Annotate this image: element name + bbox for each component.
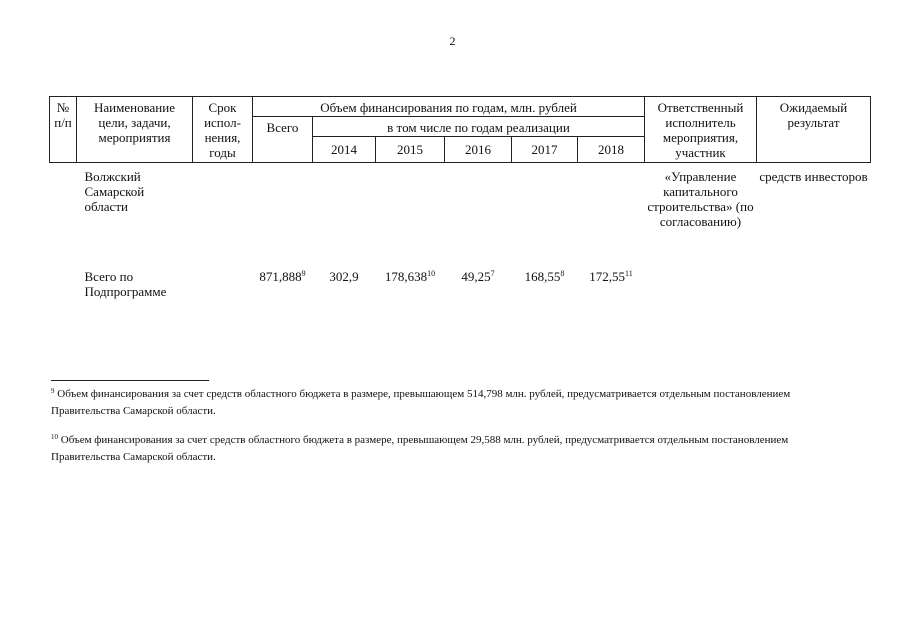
total-2016-text: 49,25 xyxy=(461,269,491,284)
header-year-2016: 2016 xyxy=(445,137,512,163)
row-name: Волжский Самарской области xyxy=(84,169,145,214)
total-value-text: 871,888 xyxy=(259,269,302,284)
footnote-mark: 9 xyxy=(51,387,55,395)
row-total-cell xyxy=(253,163,313,262)
table-row-total xyxy=(50,261,871,309)
row-responsible: «Управление капитального строительства» (по согласованию) xyxy=(647,169,754,229)
page-number: 2 xyxy=(449,34,456,48)
table-row xyxy=(50,163,871,262)
row-term-cell xyxy=(193,163,253,262)
footnote-text: Объем финансирования за счет средств областного бюджета в размере, превышающем 514,798 млн. рублей, предусматривается отдельным постановлением Правительства Самарской области. xyxy=(51,388,791,417)
total-2016 xyxy=(445,261,512,309)
footnote-ref-9: 9 xyxy=(301,269,306,278)
total-num-cell xyxy=(50,261,77,309)
header-term: Срок испол-нения, годы xyxy=(193,97,253,163)
total-row-name: Всего по Подпрограмме xyxy=(84,269,167,299)
footnote-10 xyxy=(51,432,857,466)
header-year-2015: 2015 xyxy=(376,137,445,163)
footnote-ref-7: 7 xyxy=(490,269,495,278)
total-2017 xyxy=(512,261,578,309)
row-num-cell xyxy=(50,163,77,262)
header-year-2014: 2014 xyxy=(313,137,376,163)
header-name: Наименование цели, задачи, мероприятия xyxy=(77,97,193,163)
row-2015-cell xyxy=(376,163,445,262)
header-num: № п/п xyxy=(50,97,77,163)
total-2018-text: 172,55 xyxy=(589,269,626,284)
financing-table xyxy=(49,96,871,309)
footnote-text: Объем финансирования за счет средств областного бюджета в размере, превышающем 29,588 млн. рублей, предусматривается отдельным постановлением Правительства Самарской области. xyxy=(51,434,789,463)
total-term-cell xyxy=(193,261,253,309)
row-2018-cell xyxy=(578,163,645,262)
total-2015-text: 178,638 xyxy=(384,269,428,284)
header-responsible: Ответственный исполнитель мероприятия, участник xyxy=(645,97,757,163)
row-2017-cell xyxy=(512,163,578,262)
footnote-separator xyxy=(51,380,209,381)
row-2014-cell xyxy=(313,163,376,262)
total-value xyxy=(253,261,313,309)
header-year-2018: 2018 xyxy=(578,137,645,163)
header-total: Всего xyxy=(253,117,313,163)
row-result: средств инвесторов xyxy=(759,169,868,184)
total-2015 xyxy=(376,261,445,309)
header-funding: Объем финансирования по годам, млн. рублей xyxy=(253,97,645,117)
header-result: Ожидаемый результат xyxy=(757,97,871,163)
total-2014 xyxy=(313,261,376,309)
header-by-years: в том числе по годам реализации xyxy=(313,117,645,137)
header-year-2017: 2017 xyxy=(512,137,578,163)
footnote-mark: 10 xyxy=(51,433,58,441)
total-responsible-cell xyxy=(645,261,757,309)
total-2018 xyxy=(578,261,645,309)
total-result-cell xyxy=(757,261,871,309)
footnote-ref-8: 8 xyxy=(560,269,565,278)
footnote-ref-10: 10 xyxy=(427,269,436,278)
total-2014-text: 302,9 xyxy=(329,269,359,284)
footnote-ref-11: 11 xyxy=(625,269,633,278)
total-2017-text: 168,55 xyxy=(524,269,561,284)
row-2016-cell xyxy=(445,163,512,262)
footnote-9 xyxy=(51,386,857,420)
